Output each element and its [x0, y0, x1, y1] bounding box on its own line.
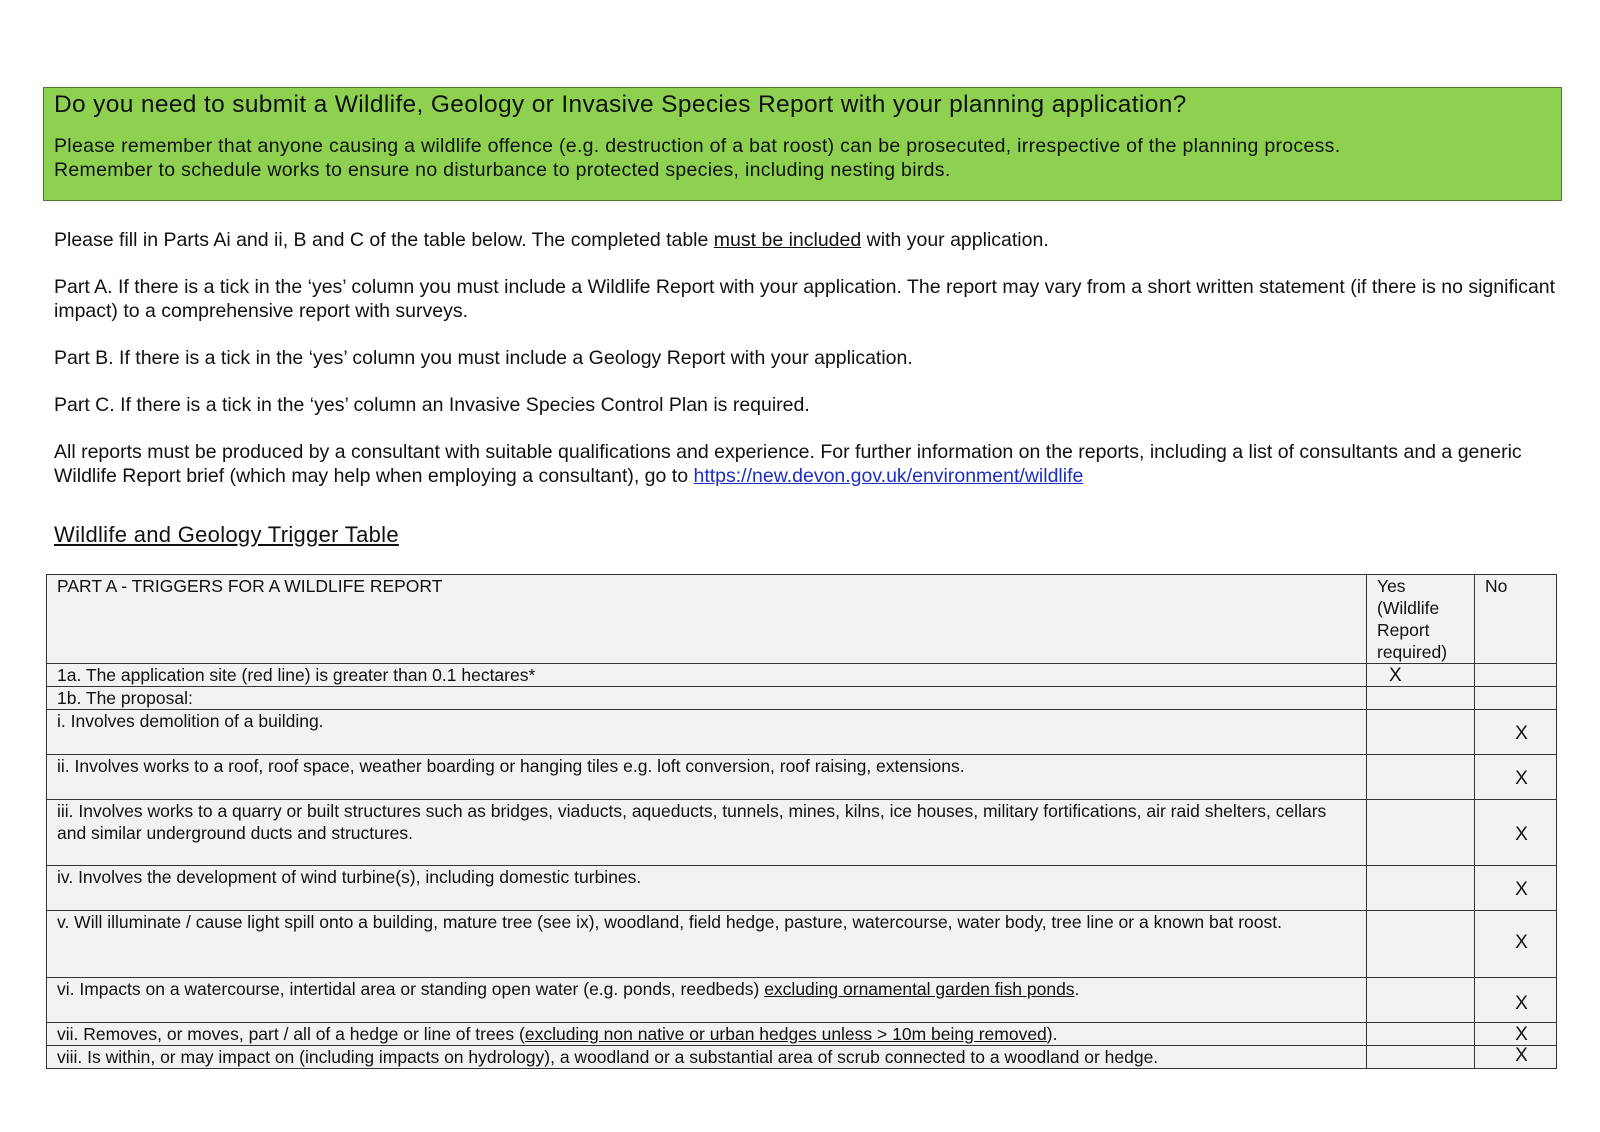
- table-row: [47, 1046, 1557, 1069]
- table-row: [47, 710, 1557, 755]
- row-yes-cell[interactable]: [1367, 710, 1475, 755]
- row-text: [47, 1023, 1367, 1046]
- row-text: viii. Is within, or may impact on (including impacts on hydrology), a woodland or a substantial area of scrub connected to a woodland or hedge.: [47, 1046, 1367, 1069]
- row-yes-cell[interactable]: [1367, 1046, 1475, 1069]
- row-text: 1a. The application site (red line) is greater than 0.1 hectares*: [47, 664, 1367, 687]
- header-no: No: [1475, 575, 1557, 664]
- row-text: ii. Involves works to a roof, roof space, weather boarding or hanging tiles e.g. loft conversion, roof raising, extensions.: [47, 755, 1367, 800]
- table-row: [47, 687, 1557, 710]
- part-b-description: Part B. If there is a tick in the ‘yes’ column you must include a Geology Report with your application.: [54, 347, 913, 369]
- section-heading: Wildlife and Geology Trigger Table: [54, 522, 399, 547]
- row-text-part: vii. Removes, or moves, part / all of a hedge or line of trees (: [57, 1024, 525, 1044]
- intro-instructions: [54, 228, 1559, 252]
- row-text: [47, 978, 1367, 1023]
- row-text: 1b. The proposal:: [47, 687, 1367, 710]
- table-row: [47, 866, 1557, 911]
- table-row: [47, 1023, 1557, 1046]
- row-text: i. Involves demolition of a building.: [47, 710, 1367, 755]
- row-no-cell[interactable]: [1475, 687, 1557, 710]
- row-yes-cell[interactable]: [1367, 800, 1475, 866]
- table-row: [47, 800, 1557, 866]
- banner-note-line-1: Please remember that anyone causing a wildlife offence (e.g. destruction of a bat roost) can be prosecuted, irrespective of the planning process.: [54, 135, 1341, 157]
- banner-note-line-2: Remember to schedule works to ensure no disturbance to protected species, including nesting birds.: [54, 158, 951, 181]
- row-no-cell[interactable]: [1475, 664, 1557, 687]
- row-text-part: vi. Impacts on a watercourse, intertidal area or standing open water (e.g. ponds, reedbeds): [57, 979, 765, 999]
- row-text-underlined: excluding non native or urban hedges unless > 10m being removed: [524, 1024, 1047, 1044]
- part-c-description: Part C. If there is a tick in the ‘yes’ column an Invasive Species Control Plan is required.: [54, 394, 810, 416]
- table-row: [47, 664, 1557, 687]
- table-header-row: [47, 575, 1557, 664]
- row-no-cell[interactable]: X: [1475, 866, 1557, 911]
- row-no-cell[interactable]: X: [1475, 911, 1557, 978]
- row-yes-cell[interactable]: [1367, 687, 1475, 710]
- banner-title: Do you need to submit a Wildlife, Geology or Invasive Species Report with your planning application?: [54, 91, 1187, 118]
- header-yes-line: Report: [1377, 620, 1430, 640]
- header-part-a: PART A - TRIGGERS FOR A WILDLIFE REPORT: [47, 575, 1367, 664]
- row-text-underlined: excluding ornamental garden fish ponds: [764, 979, 1075, 999]
- row-yes-cell[interactable]: [1367, 866, 1475, 911]
- row-yes-cell[interactable]: [1367, 1023, 1475, 1046]
- reports-info: [54, 440, 1559, 488]
- table-row: [47, 755, 1557, 800]
- row-no-cell[interactable]: X: [1475, 1023, 1557, 1046]
- header-yes-line: required): [1377, 642, 1448, 662]
- table-row: [47, 911, 1557, 978]
- row-no-cell[interactable]: X: [1475, 800, 1557, 866]
- devon-wildlife-link[interactable]: https://new.devon.gov.uk/environment/wildlife: [693, 465, 1084, 487]
- intro-instructions-text: Please fill in Parts Ai and ii, B and C of the table below. The completed table: [54, 229, 714, 251]
- row-no-cell[interactable]: X: [1475, 978, 1557, 1023]
- row-no-cell[interactable]: X: [1475, 1046, 1557, 1069]
- table-row: [47, 978, 1557, 1023]
- banner-note: [54, 135, 1551, 182]
- info-banner: [43, 87, 1562, 201]
- reports-info-text: All reports must be produced by a consultant with suitable qualifications and experience. For further information on the reports, including a list of consultants and a generic Wildlife Report brief (which may help when employing a consultant), go to: [54, 441, 1522, 487]
- row-text: v. Will illuminate / cause light spill onto a building, mature tree (see ix), woodland, field hedge, pasture, watercourse, water body, tree line or a known bat roost.: [47, 911, 1367, 978]
- intro-instructions-end: with your application.: [861, 229, 1049, 251]
- part-a-description: Part A. If there is a tick in the ‘yes’ column you must include a Wildlife Report with your application. The report may vary from a short written statement (if there is no significant impact) to a comprehensive report with surveys.: [54, 276, 1556, 322]
- row-text-part: .: [1074, 979, 1080, 999]
- row-yes-cell[interactable]: [1367, 911, 1475, 978]
- row-yes-cell[interactable]: [1367, 978, 1475, 1023]
- header-yes: [1367, 575, 1475, 664]
- row-no-cell[interactable]: X: [1475, 710, 1557, 755]
- row-text: iv. Involves the development of wind turbine(s), including domestic turbines.: [47, 866, 1367, 911]
- row-yes-cell[interactable]: [1367, 755, 1475, 800]
- header-yes-line: Yes: [1377, 576, 1406, 596]
- trigger-table: [46, 574, 1557, 1069]
- must-be-included-emphasis: must be included: [713, 229, 862, 251]
- row-no-cell[interactable]: X: [1475, 755, 1557, 800]
- row-yes-cell[interactable]: X: [1367, 664, 1475, 687]
- header-yes-line: (Wildlife: [1377, 598, 1440, 618]
- row-text-part: ).: [1046, 1024, 1058, 1044]
- row-text: iii. Involves works to a quarry or built structures such as bridges, viaducts, aqueducts, tunnels, mines, kilns, ice houses, military fortifications, air raid shelters, cellars and similar underground ducts and structures.: [47, 800, 1367, 866]
